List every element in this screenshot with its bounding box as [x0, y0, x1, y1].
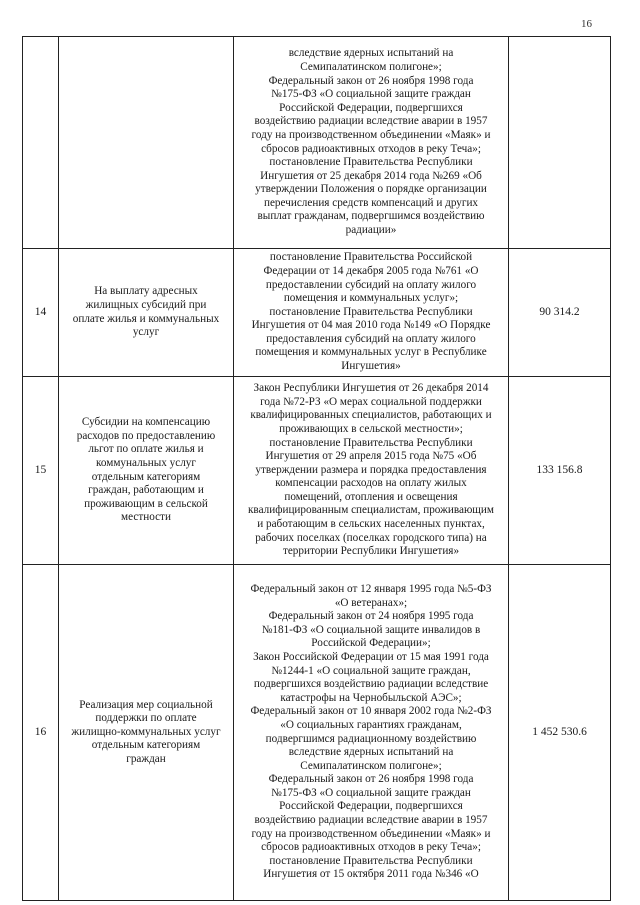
- legal-basis-line: вследствие ядерных испытаний на: [288, 47, 454, 60]
- legal-basis-line: «О ветеранах»;: [334, 596, 408, 609]
- measure-name-line: местности: [121, 511, 171, 524]
- legal-basis-line: постановление Правительства Республики: [269, 436, 473, 449]
- table-row: [23, 377, 611, 565]
- measure-name-line: проживающим в сельской: [84, 497, 208, 510]
- legal-basis-line: «О социальных гарантиях гражданам,: [280, 718, 462, 731]
- legal-basis-line: Ингушетия от 25 декабря 2014 года №269 «Об: [260, 169, 482, 182]
- legal-basis-line: Российской Федерации, подвергшихся: [279, 800, 463, 813]
- legal-basis-line: компенсации расходов на оплату жилых: [275, 477, 467, 490]
- table-row: [23, 37, 611, 249]
- legal-basis-line: постановление Правительства Республики: [269, 305, 473, 318]
- legal-basis-line: Закон Республики Ингушетия от 26 декабря 2014: [253, 382, 489, 395]
- legal-basis-line: выплат гражданам, подвергшимся воздействию: [257, 210, 485, 223]
- legal-basis-line: квалифицированных специалистов, работающих и: [250, 409, 492, 422]
- legal-basis-line: Российской Федерации»;: [311, 637, 431, 650]
- legal-basis-line: Федеральный закон от 24 ноября 1995 года: [268, 610, 474, 623]
- legal-basis-line: помещения и коммунальных услуг в Республике: [255, 346, 487, 359]
- legal-basis-line: сбросов радиоактивных отходов в реку Теча»;: [261, 841, 481, 854]
- measure-name: [59, 377, 234, 565]
- measure-name-line: Субсидии на компенсацию: [81, 416, 211, 429]
- legal-basis-line: Федеральный закон от 10 января 2002 года №2-ФЗ: [250, 705, 492, 718]
- legal-basis-line: и работающим в сельских населенных пунктах,: [257, 518, 485, 531]
- legal-basis-line: Федерации от 14 декабря 2005 года №761 «О: [263, 264, 479, 277]
- measure-name-line: оплате жилья и коммунальных: [72, 312, 220, 325]
- legal-basis-line: году на производственном объединении «Маяк» и: [251, 128, 491, 141]
- measure-name-line: жилищно-коммунальных услуг: [71, 725, 221, 738]
- row-number: 16: [23, 565, 59, 901]
- row-number: [23, 37, 59, 249]
- legal-basis-line: подвергшихся воздействию радиации вследствие: [253, 678, 489, 691]
- legal-basis-line: постановление Правительства Российской: [269, 251, 473, 264]
- legal-basis-line: катастрофы на Чернобыльской АЭС»;: [280, 691, 462, 704]
- measure-name-line: поддержки по оплате: [95, 712, 197, 725]
- legal-basis-line: Российской Федерации, подвергшихся: [279, 101, 463, 114]
- legal-basis-line: Федеральный закон от 12 января 1995 года №5-ФЗ: [250, 582, 492, 595]
- amount: 1 452 530.6: [509, 565, 611, 901]
- legal-basis-line: сбросов радиоактивных отходов в реку Теча»;: [261, 142, 481, 155]
- legal-basis-line: Федеральный закон от 26 ноября 1998 года: [268, 773, 474, 786]
- measure-name-line: льгот по оплате жилья и: [88, 443, 204, 456]
- page-number: 16: [581, 18, 592, 30]
- measure-name-line: граждан, работающим и: [88, 484, 204, 497]
- legal-basis-line: постановление Правительства Республики: [269, 156, 473, 169]
- amount: [509, 37, 611, 249]
- legal-basis-line: №175-ФЗ «О социальной защите граждан: [271, 786, 471, 799]
- measure-name: [59, 565, 234, 901]
- legal-basis-line: №175-ФЗ «О социальной защите граждан: [271, 88, 471, 101]
- measure-name-line: расходов по предоставлению: [76, 429, 216, 442]
- amount: 90 314.2: [509, 249, 611, 377]
- measure-name-line: Реализация мер социальной: [79, 698, 213, 711]
- legal-basis-line: предоставлении субсидий на оплату жилого: [265, 278, 477, 291]
- legal-basis-line: утверждении Положения о порядке организации: [255, 183, 487, 196]
- legal-basis-line: помещений, отопления и освещения: [284, 490, 458, 503]
- legal-basis-line: года №72-РЗ «О мерах социальной поддержки: [260, 395, 482, 408]
- legal-basis-line: Ингушетия»: [341, 360, 401, 373]
- table-row: [23, 565, 611, 901]
- legal-basis-line: Федеральный закон от 26 ноября 1998 года: [268, 74, 474, 87]
- legal-basis-line: подвергшимся радиационному воздействию: [265, 732, 477, 745]
- legal-basis-line: воздействию радиации вследствие аварии в 1957: [254, 115, 488, 128]
- legal-basis-line: воздействию радиации вследствие аварии в 1957: [254, 814, 488, 827]
- legal-basis-line: перечисления средств компенсаций и других: [263, 196, 479, 209]
- legal-basis-line: Закон Российской Федерации от 15 мая 1991 года: [253, 650, 489, 663]
- measure-name-line: жилищных субсидий при: [85, 298, 207, 311]
- amount: 133 156.8: [509, 377, 611, 565]
- measures-table: [22, 36, 611, 901]
- legal-basis-line: утверждении размера и порядка предоставления: [255, 463, 487, 476]
- legal-basis-line: радиации»: [345, 224, 397, 237]
- legal-basis: [234, 565, 509, 901]
- legal-basis-line: Семипалатинском полигоне»;: [300, 759, 442, 772]
- measure-name: [59, 249, 234, 377]
- row-number: 14: [23, 249, 59, 377]
- legal-basis-line: предоставления субсидий на оплату жилого: [266, 332, 476, 345]
- measure-name-line: граждан: [126, 752, 166, 765]
- table-row: [23, 249, 611, 377]
- measure-name-line: На выплату адресных: [94, 285, 198, 298]
- legal-basis: [234, 377, 509, 565]
- legal-basis-line: Ингушетия от 29 апреля 2015 года №75 «Об: [265, 450, 477, 463]
- legal-basis-line: Ингушетия от 04 мая 2010 года №149 «О Порядке: [251, 319, 491, 332]
- legal-basis-line: Семипалатинском полигоне»;: [300, 60, 442, 73]
- measure-name-line: отдельным категориям: [91, 739, 201, 752]
- table-body: [23, 37, 611, 901]
- measure-name-line: услуг: [132, 326, 160, 339]
- measure-name-line: отдельным категориям: [91, 470, 201, 483]
- legal-basis-line: проживающих в сельской местности»;: [279, 422, 463, 435]
- measure-name-line: коммунальных услуг: [96, 456, 196, 469]
- legal-basis-line: помещения и коммунальных услуг»;: [283, 292, 459, 305]
- legal-basis-line: квалифицированным специалистам, проживающим: [248, 504, 494, 517]
- legal-basis-line: Ингушетия от 15 октября 2011 года №346 «О: [263, 868, 479, 881]
- legal-basis-line: постановление Правительства Республики: [269, 854, 473, 867]
- legal-basis-line: вследствие ядерных испытаний на: [288, 746, 454, 759]
- legal-basis-line: №1244-1 «О социальной защите граждан,: [271, 664, 471, 677]
- legal-basis: [234, 249, 509, 377]
- row-number: 15: [23, 377, 59, 565]
- legal-basis: [234, 37, 509, 249]
- legal-basis-line: №181-ФЗ «О социальной защите инвалидов в: [261, 623, 481, 636]
- legal-basis-line: территории Республики Ингушетия»: [282, 545, 460, 558]
- legal-basis-line: году на производственном объединении «Маяк» и: [251, 827, 491, 840]
- measure-name: [59, 37, 234, 249]
- legal-basis-line: рабочих поселках (поселках городского типа) на: [255, 531, 487, 544]
